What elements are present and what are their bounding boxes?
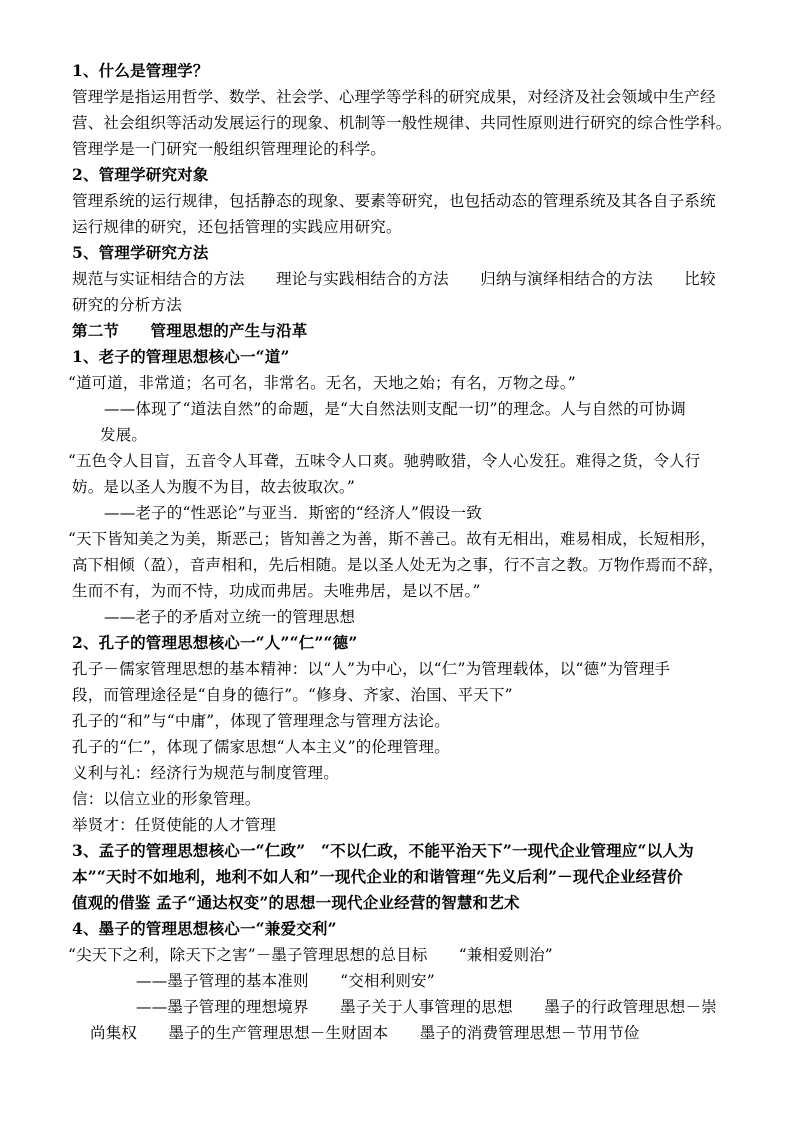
paragraph-line: 营、社会组织等活动发展运行的现象、机制等一般性规律、共同性原则进行研究的综合性学科。 [72, 114, 732, 132]
quote-line: “天下皆知美之为美，斯恶己；皆知善之为善，斯不善己。故有无相出，难易相成，长短相形， [68, 530, 716, 548]
paragraph-line: 运行规律的研究，还包括管理的实践应用研究。 [72, 218, 402, 236]
commentary-line: ——墨子管理的理想境界 墨子关于人事管理的思想 墨子的行政管理思想－崇 [136, 998, 717, 1016]
paragraph-line: 义利与礼：经济行为规范与制度管理。 [72, 764, 339, 782]
commentary-line: ——墨子管理的基本准则 “交相利则安” [136, 972, 435, 990]
quote-line: “道可道，非常道；名可名，非常名。无名，天地之始；有名，万物之母。” [68, 374, 576, 392]
paragraph-line: 信：以信立业的形象管理。 [72, 790, 261, 808]
section-heading: 1、老子的管理思想核心一“道” [72, 347, 290, 366]
paragraph-line: 值观的借鉴 孟子“通达权变”的思想一现代企业经营的智慧和艺术 [72, 893, 520, 912]
chapter-heading: 第二节 管理思想的产生与沿革 [72, 321, 308, 340]
quote-line: “尖天下之利，除天下之害”－墨子管理思想的总目标 “兼相爱则治” [68, 946, 553, 964]
paragraph-line: 管理学是指运用哲学、数学、社会学、心理学等学科的研究成果，对经济及社会领域中生产经 [72, 88, 716, 106]
paragraph-line: 举贤才：任贤使能的人才管理 [72, 816, 277, 834]
document-page [68, 58, 736, 1046]
paragraph-line: 管理学是一门研究一般组织管理理论的科学。 [72, 140, 387, 158]
commentary-line: 尚集权 墨子的生产管理思想－生财固本 墨子的消费管理思想－节用节俭 [90, 1024, 640, 1042]
paragraph-line: 规范与实证相结合的方法 理论与实践相结合的方法 归纳与演绎相结合的方法 比较 [72, 270, 716, 288]
quote-line: 高下相倾（盈），音声相和，先后相随。是以圣人处无为之事，行不言之教。万物作焉而不辞， [72, 556, 724, 574]
section-heading: 2、管理学研究对象 [72, 165, 209, 184]
section-heading: 3、孟子的管理思想核心一“仁政” “不以仁政，不能平治天下”一现代企业管理应“以人为 [72, 841, 694, 860]
paragraph-line: 本”“天时不如地利，地利不如人和”一现代企业的和谐管理“先义后利”－现代企业经营价 [72, 867, 683, 886]
paragraph-line: 管理系统的运行规律，包括静态的现象、要素等研究，也包括动态的管理系统及其各自子系统 [72, 192, 716, 210]
section-heading: 5、管理学研究方法 [72, 243, 209, 262]
quote-line: 生而不有，为而不恃，功成而弗居。夫唯弗居，是以不居。” [72, 582, 481, 600]
paragraph-line: 孔子的“仁”，体现了儒家思想“人本主义”的伦理管理。 [72, 738, 450, 756]
commentary-line: ——体现了“道法自然”的命题，是“大自然法则支配一切”的理念。人与自然的可协调 [104, 400, 686, 418]
section-heading: 1、什么是管理学？ [72, 61, 209, 80]
commentary-line: ——老子的矛盾对立统一的管理思想 [104, 608, 356, 626]
paragraph-line: 孔子的“和”与“中庸”，体现了管理理念与管理方法论。 [72, 712, 450, 730]
paragraph-line: 段，而管理途径是“自身的德行”。“修身、齐家、治国、平天下” [72, 686, 513, 704]
quote-line: 妨。是以圣人为腹不为目，故去彼取次。” [72, 478, 355, 496]
commentary-line: 发展。 [100, 426, 148, 444]
quote-line: “五色令人目盲，五音令人耳聋，五味令人口爽。驰骋畋猎，令人心发狂。难得之货，令人行 [68, 452, 701, 470]
paragraph-line: 孔子－儒家管理思想的基本精神：以“人”为中心，以“仁”为管理载体，以“德”为管理手 [72, 660, 671, 678]
section-heading: 2、孔子的管理思想核心一“人”“仁”“德” [72, 633, 358, 652]
commentary-line: ——老子的“性恶论”与亚当．斯密的“经济人”假设一致 [104, 504, 482, 522]
paragraph-line: 研究的分析方法 [72, 296, 182, 314]
section-heading: 4、墨子的管理思想核心一“兼爱交利” [72, 919, 337, 938]
